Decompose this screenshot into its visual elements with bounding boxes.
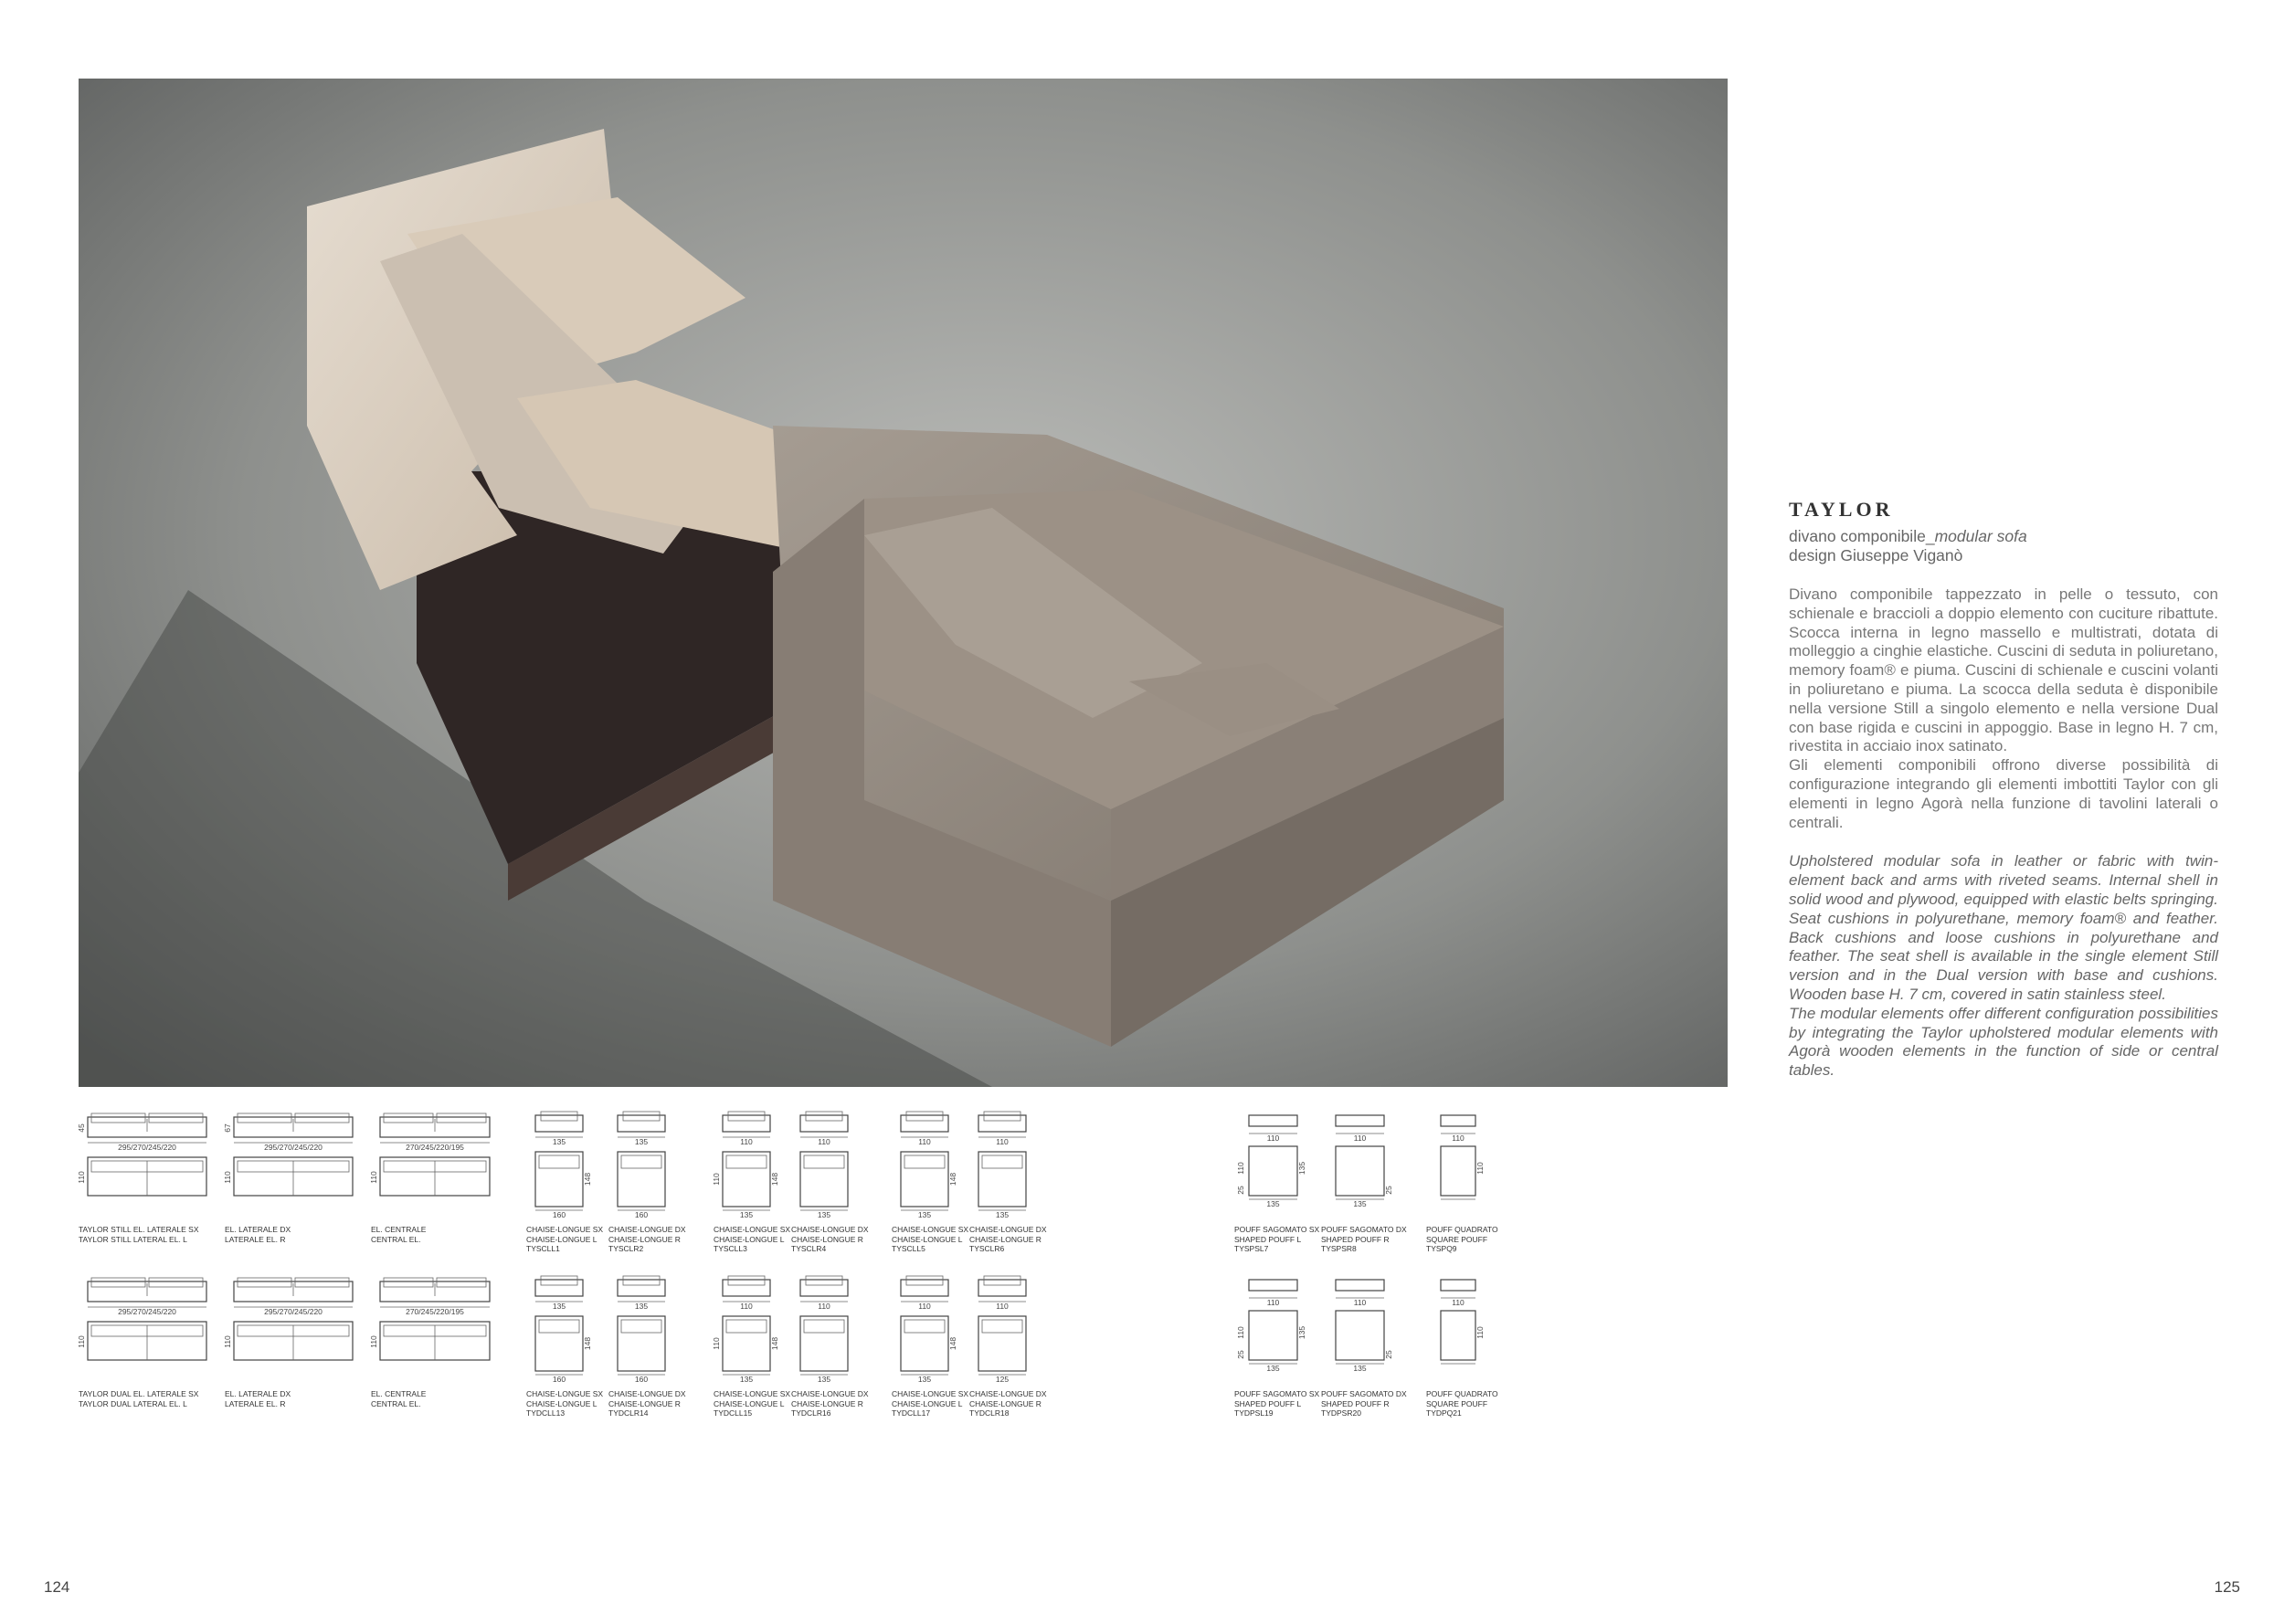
caption-line: CHAISE-LONGUE SX: [892, 1225, 969, 1234]
caption-line: POUFF QUADRATO: [1426, 1225, 1498, 1234]
caption-line: EL. LATERALE DX: [225, 1389, 291, 1398]
width-dimension: 110: [740, 1302, 753, 1311]
caption-line: SHAPED POUFF L: [1234, 1398, 1302, 1408]
module-caption: [225, 1389, 362, 1408]
caption-line: CHAISE-LONGUE L: [526, 1234, 597, 1244]
module-drawing: [1426, 1274, 1498, 1418]
caption-line: POUFF SAGOMATO DX: [1321, 1389, 1407, 1398]
caption-line: CHAISE-LONGUE R: [791, 1234, 863, 1244]
caption-line: CHAISE-LONGUE L: [714, 1398, 785, 1408]
depth-dimension: 25: [1236, 1350, 1245, 1359]
length-dimension: 135: [817, 1375, 831, 1384]
module-caption: [1234, 1225, 1319, 1254]
width-dimension: 135: [634, 1137, 649, 1146]
front-elevation: [1441, 1115, 1475, 1126]
module-caption: [371, 1225, 499, 1244]
subtitle-en: modular sofa: [1934, 527, 2027, 545]
plan-view: [723, 1316, 770, 1371]
width-dimension: 295/270/245/220: [264, 1143, 323, 1152]
width-dimension: 110: [1452, 1298, 1465, 1307]
module-drawing: [608, 1274, 686, 1418]
caption-line: CHAISE-LONGUE SX: [714, 1225, 791, 1234]
length-dimension: 160: [552, 1210, 566, 1219]
product-text: [1789, 498, 2218, 1081]
module-technical-drawing: [1321, 1274, 1399, 1387]
width-dimension: 110: [1266, 1298, 1280, 1307]
depth-dimension: 25: [1384, 1186, 1393, 1195]
module-technical-drawing: [791, 1274, 864, 1387]
designer: design Giuseppe Viganò: [1789, 546, 1963, 564]
caption-line: SHAPED POUFF R: [1321, 1234, 1390, 1244]
length-dimension: 135: [995, 1210, 1010, 1219]
module-caption: [1234, 1389, 1319, 1418]
caption-line: EL. CENTRALE: [371, 1389, 427, 1398]
page-number-right: 125: [2214, 1578, 2240, 1596]
caption-line: CHAISE-LONGUE DX: [791, 1389, 869, 1398]
plan-view: [1249, 1146, 1297, 1196]
caption-line: TYSCLL5: [892, 1244, 925, 1253]
depth-dimension: 148: [770, 1172, 779, 1186]
length-dimension: 135: [739, 1375, 754, 1384]
module-caption: [526, 1389, 603, 1418]
front-elevation: [1336, 1115, 1384, 1126]
caption-line: LATERALE EL. R: [225, 1398, 286, 1408]
module-drawing: [969, 1110, 1047, 1254]
module-caption: [969, 1225, 1047, 1254]
caption-line: TYDCLR18: [969, 1408, 1010, 1418]
caption-line: TYDPSL19: [1234, 1408, 1274, 1418]
front-elevation: [723, 1280, 770, 1296]
width-dimension: 110: [996, 1137, 1009, 1146]
module-technical-drawing: [969, 1110, 1042, 1223]
caption-line: CHAISE-LONGUE L: [526, 1398, 597, 1408]
plan-view: [901, 1152, 948, 1207]
depth-dimension: 135: [1297, 1325, 1306, 1340]
module-technical-drawing: [225, 1110, 362, 1223]
front-elevation: [1336, 1280, 1384, 1291]
description-english: [1789, 852, 2218, 1081]
depth-dimension: 135: [1297, 1161, 1306, 1176]
module-technical-drawing: [608, 1274, 682, 1387]
module-technical-drawing: [1234, 1274, 1312, 1387]
depth-dimension: 148: [583, 1172, 592, 1186]
caption-line: CHAISE-LONGUE L: [892, 1234, 963, 1244]
width-dimension: 270/245/220/195: [406, 1143, 464, 1152]
caption-line: POUFF SAGOMATO SX: [1234, 1225, 1320, 1234]
caption-line: LATERALE EL. R: [225, 1234, 286, 1244]
plan-view: [618, 1152, 665, 1207]
subtitle-it: divano componibile_: [1789, 527, 1935, 545]
front-elevation: [800, 1115, 848, 1132]
width-dimension: 135: [552, 1302, 566, 1311]
width-dimension: 110: [1266, 1134, 1280, 1143]
module-drawing: [225, 1110, 362, 1244]
depth-dimension: 110: [1475, 1326, 1485, 1339]
module-technical-drawing: [714, 1110, 787, 1223]
caption-line: TYDCLL15: [714, 1408, 753, 1418]
caption-line: TAYLOR DUAL LATERAL EL. L: [79, 1398, 187, 1408]
depth-dimension: 25: [1236, 1186, 1245, 1195]
description-en-paragraph: Upholstered modular sofa in leather or fabric with twin-element back and arms with riveted seams. Internal shell in solid wood and plywood, equipped with elastic belts springing. Seat cushions in polyurethane, memory foam® and feather. Back cushions and loose cushions in polyurethane and feather. The seat shell is available in the single element Still version and in the Dual version with base and cushions. Wooden base H. 7 cm, covered in satin stainless steel.: [1789, 852, 2218, 1003]
front-elevation: [901, 1115, 948, 1132]
module-technical-drawing: [225, 1274, 362, 1387]
module-caption: [371, 1389, 499, 1408]
plan-view: [1441, 1146, 1475, 1196]
depth-dimension: 148: [770, 1336, 779, 1351]
module-drawing: [969, 1274, 1047, 1418]
plan-view: [800, 1316, 848, 1371]
front-elevation: [978, 1280, 1026, 1296]
description-it-paragraph: Gli elementi componibili offrono diverse possibilità di configurazione integrando gli elementi imbottiti Taylor con gli elementi in legno Agorà nella funzione di tavolini laterali o centrali.: [1789, 756, 2218, 831]
product-name: TAYLOR: [1789, 498, 1894, 521]
module-caption: [892, 1389, 968, 1418]
plan-view: [1249, 1311, 1297, 1360]
width-dimension: 110: [996, 1302, 1009, 1311]
length-dimension: 135: [1266, 1199, 1280, 1208]
front-elevation: [800, 1280, 848, 1296]
module-technical-drawing: [79, 1110, 216, 1223]
module-drawing: [892, 1110, 968, 1254]
depth-dimension: 110: [712, 1337, 721, 1350]
caption-line: TYSPQ9: [1426, 1244, 1457, 1253]
plan-view: [1441, 1311, 1475, 1360]
module-caption: [714, 1389, 790, 1418]
plan-view: [901, 1316, 948, 1371]
width-dimension: 110: [918, 1302, 931, 1311]
module-caption: [225, 1225, 362, 1244]
depth-dimension: 110: [712, 1173, 721, 1186]
length-dimension: 135: [1353, 1364, 1367, 1373]
length-dimension: 160: [552, 1375, 566, 1384]
caption-line: TYDPSR20: [1321, 1408, 1361, 1418]
module-drawing: [371, 1110, 499, 1244]
module-drawing: [79, 1274, 216, 1408]
width-dimension: 110: [818, 1137, 830, 1146]
caption-line: CHAISE-LONGUE SX: [526, 1389, 604, 1398]
module-caption: [526, 1225, 603, 1254]
module-drawing: [371, 1274, 499, 1408]
width-dimension: 135: [552, 1137, 566, 1146]
module-drawing: [608, 1110, 686, 1254]
plan-view: [535, 1316, 583, 1371]
module-drawing: [79, 1110, 216, 1244]
description-en-paragraph: The modular elements offer different configuration possibilities by integrating the Taylor upholstered modular elements with Agorà wooden elements in the function of side or central tables.: [1789, 1004, 2218, 1080]
module-drawing: [1426, 1110, 1498, 1254]
depth-dimension: 148: [948, 1172, 957, 1186]
front-elevation: [1441, 1280, 1475, 1291]
module-technical-drawing: [892, 1110, 965, 1223]
caption-line: CENTRAL EL.: [371, 1234, 421, 1244]
depth-dimension: 110: [223, 1171, 232, 1184]
height-dimension: 67: [223, 1123, 232, 1133]
caption-line: CHAISE-LONGUE R: [608, 1234, 681, 1244]
module-drawing: [526, 1274, 603, 1418]
plan-view: [723, 1152, 770, 1207]
module-caption: [608, 1389, 686, 1418]
caption-line: TYDCLR14: [608, 1408, 649, 1418]
module-technical-drawing: [371, 1110, 499, 1223]
plan-view: [1336, 1311, 1384, 1360]
caption-line: CHAISE-LONGUE R: [969, 1398, 1042, 1408]
caption-line: POUFF SAGOMATO SX: [1234, 1389, 1320, 1398]
sofa-photo-illustration: [79, 79, 1728, 1087]
width-dimension: 110: [1353, 1298, 1367, 1307]
front-elevation: [1249, 1115, 1297, 1126]
module-caption: [1321, 1225, 1407, 1254]
product-subtitle: [1789, 527, 2218, 546]
caption-line: TYDCLR16: [791, 1408, 831, 1418]
module-drawing: [1234, 1274, 1319, 1418]
caption-line: TYDCLL13: [526, 1408, 566, 1418]
caption-line: CHAISE-LONGUE DX: [608, 1389, 686, 1398]
module-caption: [969, 1389, 1047, 1418]
caption-line: TYSCLR4: [791, 1244, 827, 1253]
module-technical-drawing: [1426, 1110, 1490, 1223]
front-elevation: [618, 1115, 665, 1132]
caption-line: TYSCLL1: [526, 1244, 560, 1253]
module-drawing: [791, 1274, 869, 1418]
caption-line: TYSCLL3: [714, 1244, 747, 1253]
description-italian: [1789, 585, 2218, 832]
depth-dimension: 110: [1236, 1162, 1245, 1175]
length-dimension: 125: [995, 1375, 1010, 1384]
caption-line: CHAISE-LONGUE DX: [791, 1225, 869, 1234]
module-caption: [714, 1225, 790, 1254]
depth-dimension: 110: [369, 1335, 378, 1348]
caption-line: TYDPQ21: [1426, 1408, 1462, 1418]
depth-dimension: 148: [583, 1336, 592, 1351]
caption-line: CHAISE-LONGUE R: [608, 1398, 681, 1408]
caption-line: TAYLOR STILL LATERAL EL. L: [79, 1234, 187, 1244]
length-dimension: 135: [917, 1375, 932, 1384]
caption-line: TAYLOR STILL EL. LATERALE SX: [79, 1225, 199, 1234]
caption-line: TYDCLL17: [892, 1408, 931, 1418]
module-technical-drawing: [79, 1274, 216, 1387]
width-dimension: 110: [818, 1302, 830, 1311]
page-number-left: 124: [44, 1578, 70, 1596]
caption-line: CHAISE-LONGUE SX: [892, 1389, 969, 1398]
plan-view: [535, 1152, 583, 1207]
front-elevation: [1249, 1280, 1297, 1291]
module-caption: [1426, 1225, 1498, 1254]
depth-dimension: 110: [369, 1171, 378, 1184]
plan-view: [1336, 1146, 1384, 1196]
module-drawing: [892, 1274, 968, 1418]
product-photo: [79, 79, 1728, 1087]
width-dimension: 110: [1353, 1134, 1367, 1143]
module-technical-drawing: [791, 1110, 864, 1223]
caption-line: EL. CENTRALE: [371, 1225, 427, 1234]
module-technical-drawing: [1426, 1274, 1490, 1387]
width-dimension: 270/245/220/195: [406, 1307, 464, 1316]
length-dimension: 135: [739, 1210, 754, 1219]
module-technical-drawing: [608, 1110, 682, 1223]
module-caption: [608, 1225, 686, 1254]
plan-view: [978, 1152, 1026, 1207]
width-dimension: 295/270/245/220: [118, 1143, 176, 1152]
module-caption: [791, 1225, 869, 1254]
module-drawing: [1321, 1110, 1407, 1254]
module-technical-drawing: [526, 1274, 599, 1387]
caption-line: TYSCLR6: [969, 1244, 1005, 1253]
front-elevation: [618, 1280, 665, 1296]
depth-dimension: 110: [1236, 1326, 1245, 1339]
width-dimension: 110: [918, 1137, 931, 1146]
caption-line: CHAISE-LONGUE L: [892, 1398, 963, 1408]
caption-line: SQUARE POUFF: [1426, 1398, 1488, 1408]
caption-line: TYSCLR2: [608, 1244, 644, 1253]
caption-line: SHAPED POUFF L: [1234, 1234, 1302, 1244]
front-elevation: [535, 1280, 583, 1296]
module-technical-drawing: [714, 1274, 787, 1387]
module-caption: [1321, 1389, 1407, 1418]
width-dimension: 295/270/245/220: [118, 1307, 176, 1316]
caption-line: CHAISE-LONGUE DX: [969, 1225, 1047, 1234]
module-technical-drawing: [892, 1274, 965, 1387]
caption-line: POUFF SAGOMATO DX: [1321, 1225, 1407, 1234]
caption-line: CHAISE-LONGUE SX: [714, 1389, 791, 1398]
depth-dimension: 110: [77, 1171, 86, 1184]
width-dimension: 135: [634, 1302, 649, 1311]
module-technical-drawing: [969, 1274, 1042, 1387]
module-caption: [791, 1389, 869, 1418]
module-drawing: [526, 1110, 603, 1254]
height-dimension: 45: [77, 1123, 86, 1133]
module-drawing: [225, 1274, 362, 1408]
length-dimension: 135: [917, 1210, 932, 1219]
module-drawing: [791, 1110, 869, 1254]
module-caption: [892, 1225, 968, 1254]
length-dimension: 135: [817, 1210, 831, 1219]
front-elevation: [535, 1115, 583, 1132]
width-dimension: 295/270/245/220: [264, 1307, 323, 1316]
module-technical-drawing: [1321, 1110, 1399, 1223]
caption-line: POUFF QUADRATO: [1426, 1389, 1498, 1398]
module-technical-drawing: [1234, 1110, 1312, 1223]
depth-dimension: 25: [1384, 1350, 1393, 1359]
caption-line: CHAISE-LONGUE R: [791, 1398, 863, 1408]
length-dimension: 160: [634, 1210, 649, 1219]
module-drawing: [714, 1274, 790, 1418]
module-drawing: [1234, 1110, 1319, 1254]
caption-line: CHAISE-LONGUE SX: [526, 1225, 604, 1234]
width-dimension: 110: [740, 1137, 753, 1146]
depth-dimension: 110: [223, 1335, 232, 1348]
depth-dimension: 110: [1475, 1162, 1485, 1175]
width-dimension: 110: [1452, 1134, 1465, 1143]
caption-line: CHAISE-LONGUE R: [969, 1234, 1042, 1244]
module-caption: [1426, 1389, 1498, 1418]
caption-line: CENTRAL EL.: [371, 1398, 421, 1408]
depth-dimension: 148: [948, 1336, 957, 1351]
length-dimension: 135: [1353, 1199, 1367, 1208]
caption-line: SQUARE POUFF: [1426, 1234, 1488, 1244]
length-dimension: 160: [634, 1375, 649, 1384]
caption-line: TAYLOR DUAL EL. LATERALE SX: [79, 1389, 199, 1398]
module-drawing: [1321, 1274, 1407, 1418]
caption-line: CHAISE-LONGUE L: [714, 1234, 785, 1244]
plan-view: [800, 1152, 848, 1207]
caption-line: TYSPSL7: [1234, 1244, 1269, 1253]
module-technical-drawing: [526, 1110, 599, 1223]
module-caption: [79, 1225, 216, 1244]
caption-line: CHAISE-LONGUE DX: [608, 1225, 686, 1234]
caption-line: TYSPSR8: [1321, 1244, 1357, 1253]
plan-view: [978, 1316, 1026, 1371]
front-elevation: [978, 1115, 1026, 1132]
module-technical-drawing: [371, 1274, 499, 1387]
front-elevation: [723, 1115, 770, 1132]
plan-view: [618, 1316, 665, 1371]
module-caption: [79, 1389, 216, 1408]
length-dimension: 135: [1266, 1364, 1280, 1373]
caption-line: EL. LATERALE DX: [225, 1225, 291, 1234]
caption-line: SHAPED POUFF R: [1321, 1398, 1390, 1408]
caption-line: CHAISE-LONGUE DX: [969, 1389, 1047, 1398]
description-it-paragraph: Divano componibile tappezzato in pelle o tessuto, con schienale e braccioli a doppio elemento con cuciture ribattute. Scocca interna in legno massello e multistrati, dotata di molleggio a cinghie elastiche. Cuscini di seduta in poliuretano, memory foam® e piuma. Cuscini di schienale e cuscini volanti in poliuretano e piuma. La scocca della seduta è disponibile nella versione Still a singolo elemento e nella versione Dual con base rigida e cuscini in appoggio. Base in legno H. 7 cm, rivestita in acciaio inox satinato.: [1789, 585, 2218, 755]
front-elevation: [901, 1280, 948, 1296]
depth-dimension: 110: [77, 1335, 86, 1348]
module-drawing: [714, 1110, 790, 1254]
